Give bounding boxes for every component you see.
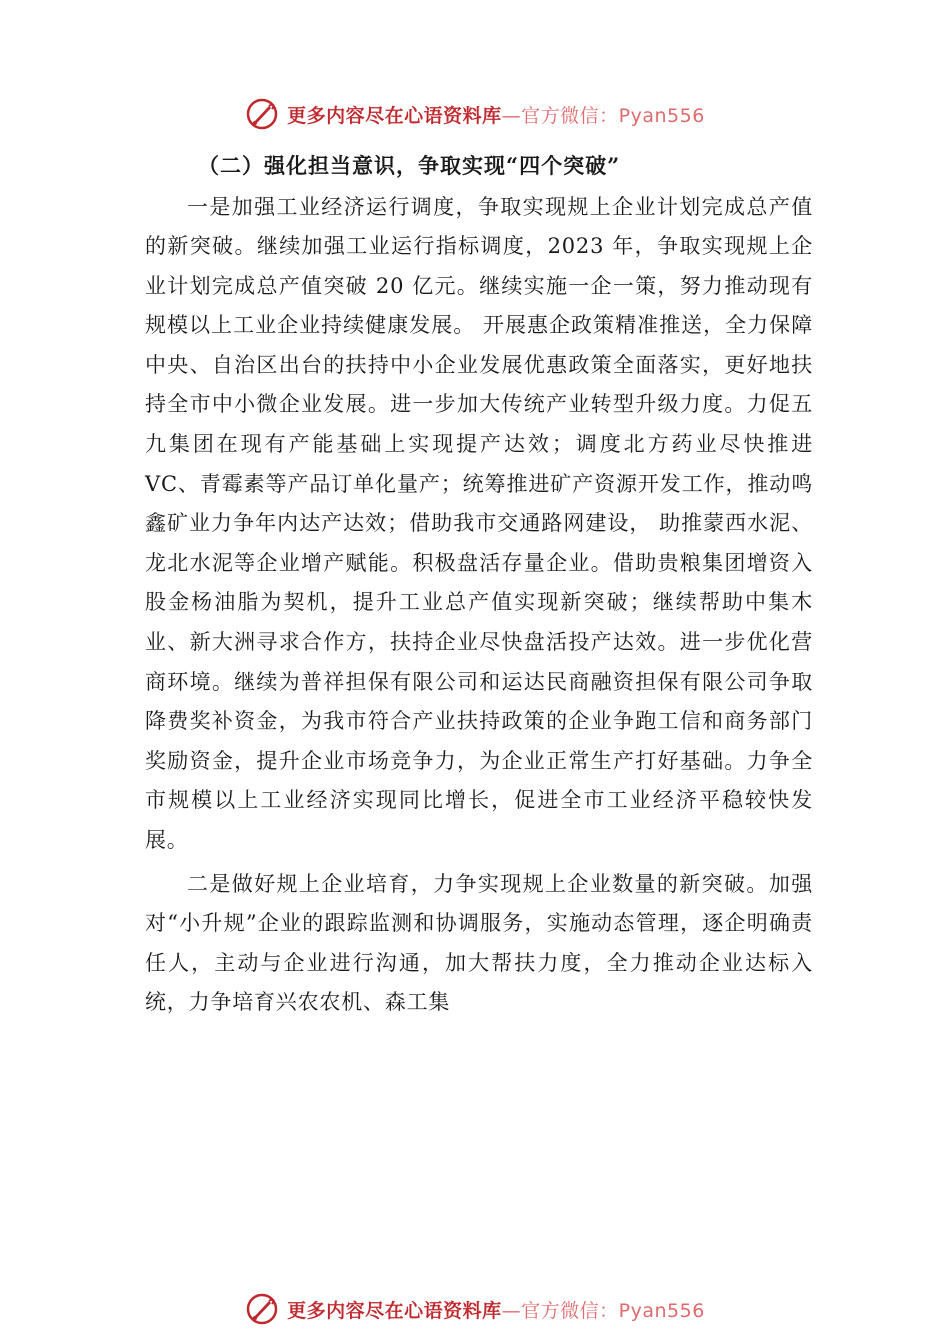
watermark-brand-text: 更多内容尽在心语资料库 bbox=[287, 1299, 502, 1322]
footer-watermark-banner bbox=[0, 1289, 950, 1329]
watermark-brand-text: 更多内容尽在心语资料库 bbox=[287, 104, 502, 127]
header-watermark-banner bbox=[0, 94, 950, 134]
quill-logo-icon bbox=[245, 97, 279, 131]
watermark-wechat-text: —官方微信：Pyan556 bbox=[501, 104, 705, 127]
section-heading: （二）强化担当意识，争取实现“四个突破” bbox=[198, 153, 621, 178]
watermark-wechat-text: —官方微信：Pyan556 bbox=[501, 1299, 705, 1322]
quill-logo-icon bbox=[245, 1292, 279, 1326]
paragraph-industrial-economy: 一是加强工业经济运行调度，争取实现规上企业计划完成总产值的新突破。继续加强工业运行指标调度，2023 年，争取实现规上企业计划完成总产值突破 20 亿元。继续实施一企一策，努力推动现有规模以上工业企业持续健康发展。 开展惠企政策精准推送，全力保障中央、自治区出台的扶持中小企业发展优惠政策全面落实，更好地扶持全市中小微企业发展。进一步加大传统产业转型升级力度。力促五九集团在现有产能基础上实现提产达效；调度北方药业尽快推进 VC、青霉素等产品订单化量产；统筹推进矿产资源开发工作，推动鸣鑫矿业力争年内达产达效；借助我市交通路网建设， 助推蒙西水泥、龙北水泥等企业增产赋能。积极盘活存量企业。借助贵粮集团增资入股金杨油脂为契机，提升工业总产值实现新突破；继续帮助中集木业、新大洲寻求合作方，扶持企业尽快盘活投产达效。进一步优化营商环境。继续为普祥担保有限公司和运达民商融资担保有限公司争取降费奖补资金，为我市符合产业扶持政策的企业争跑工信和商务部门奖励资金，提升企业市场竞争力，为企业正常生产打好基础。力争全市规模以上工业经济实现同比增长，促进全市工业经济平稳较快发展。 bbox=[145, 194, 813, 852]
paragraph-enterprise-cultivation: 二是做好规上企业培育，力争实现规上企业数量的新突破。加强对“小升规”企业的跟踪监测和协调服务，实施动态管理，逐企明确责任人，主动与企业进行沟通，加大帮扶力度，全力推动企业达标入统，力争培育兴农农机、森工集 bbox=[145, 871, 813, 1015]
document-body bbox=[145, 146, 813, 1023]
